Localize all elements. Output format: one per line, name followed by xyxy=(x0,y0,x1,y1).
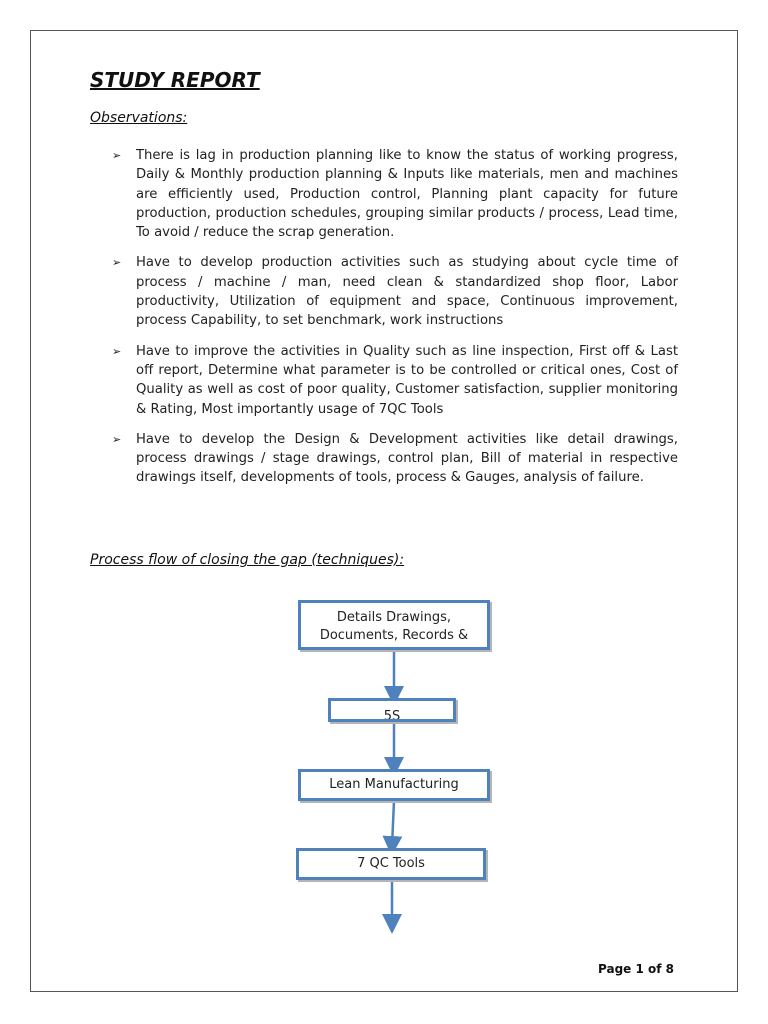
flow-box-text: 7 QC Tools xyxy=(357,856,425,871)
flow-box-drawings-documents xyxy=(298,600,490,650)
arrow-bullet-icon: ➢ xyxy=(112,149,122,162)
observation-text: Have to develop the Design & Development activities like detail drawings, process drawings / stage drawings, control plan, Bill of material in respective drawings itself, developments of tools, process & Gauges, analysis of failure. xyxy=(136,431,678,486)
flow-box-5s xyxy=(328,698,456,722)
report-title: STUDY REPORT xyxy=(90,68,260,92)
arrow-bullet-icon: ➢ xyxy=(112,432,122,446)
flow-arrow-3 xyxy=(392,801,394,846)
flow-box-text: Details Drawings, xyxy=(336,610,452,625)
arrow-bullet-icon: ➢ xyxy=(112,256,122,270)
flow-heading: Process flow of closing the gap (techniques): xyxy=(90,552,405,568)
flow-box-text: Documents, Records & xyxy=(319,628,469,643)
page-number: Page 1 of 8 xyxy=(598,962,674,976)
flow-box-lean-manufacturing xyxy=(298,769,490,801)
arrow-bullet-icon: ➢ xyxy=(112,344,122,358)
observation-text: Have to develop production activities such as studying about cycle time of process / machine / man, need clean & standardized shop floor, Labor productivity, Utilization of equipment and space, Continuous improvement, process Capability, to set benchmark, work instructions xyxy=(136,255,678,329)
flow-box-7qc-tools xyxy=(296,848,486,880)
flow-box-text: Lean Manufacturing xyxy=(329,777,459,792)
observation-text: There is lag in production planning like to know the status of working progress, Daily & Monthly production planning & Inputs like materials, men and machines are efficiently used, Production control, Planning plant capacity for future production, production schedules, grouping similar products / process, Lead time, To avoid / reduce the scrap generation. xyxy=(136,148,678,241)
observations-heading: Observations: xyxy=(90,110,188,126)
observation-text: Have to improve the activities in Quality such as line inspection, First off & Last off report, Determine what parameter is to be controlled or critical ones, Cost of Quality as well as cost of poor quality, Customer satisfaction, supplier monitoring & Rating, Most importantly usage of 7QC Tools xyxy=(136,343,678,417)
flow-box-text: 5S xyxy=(383,709,401,722)
